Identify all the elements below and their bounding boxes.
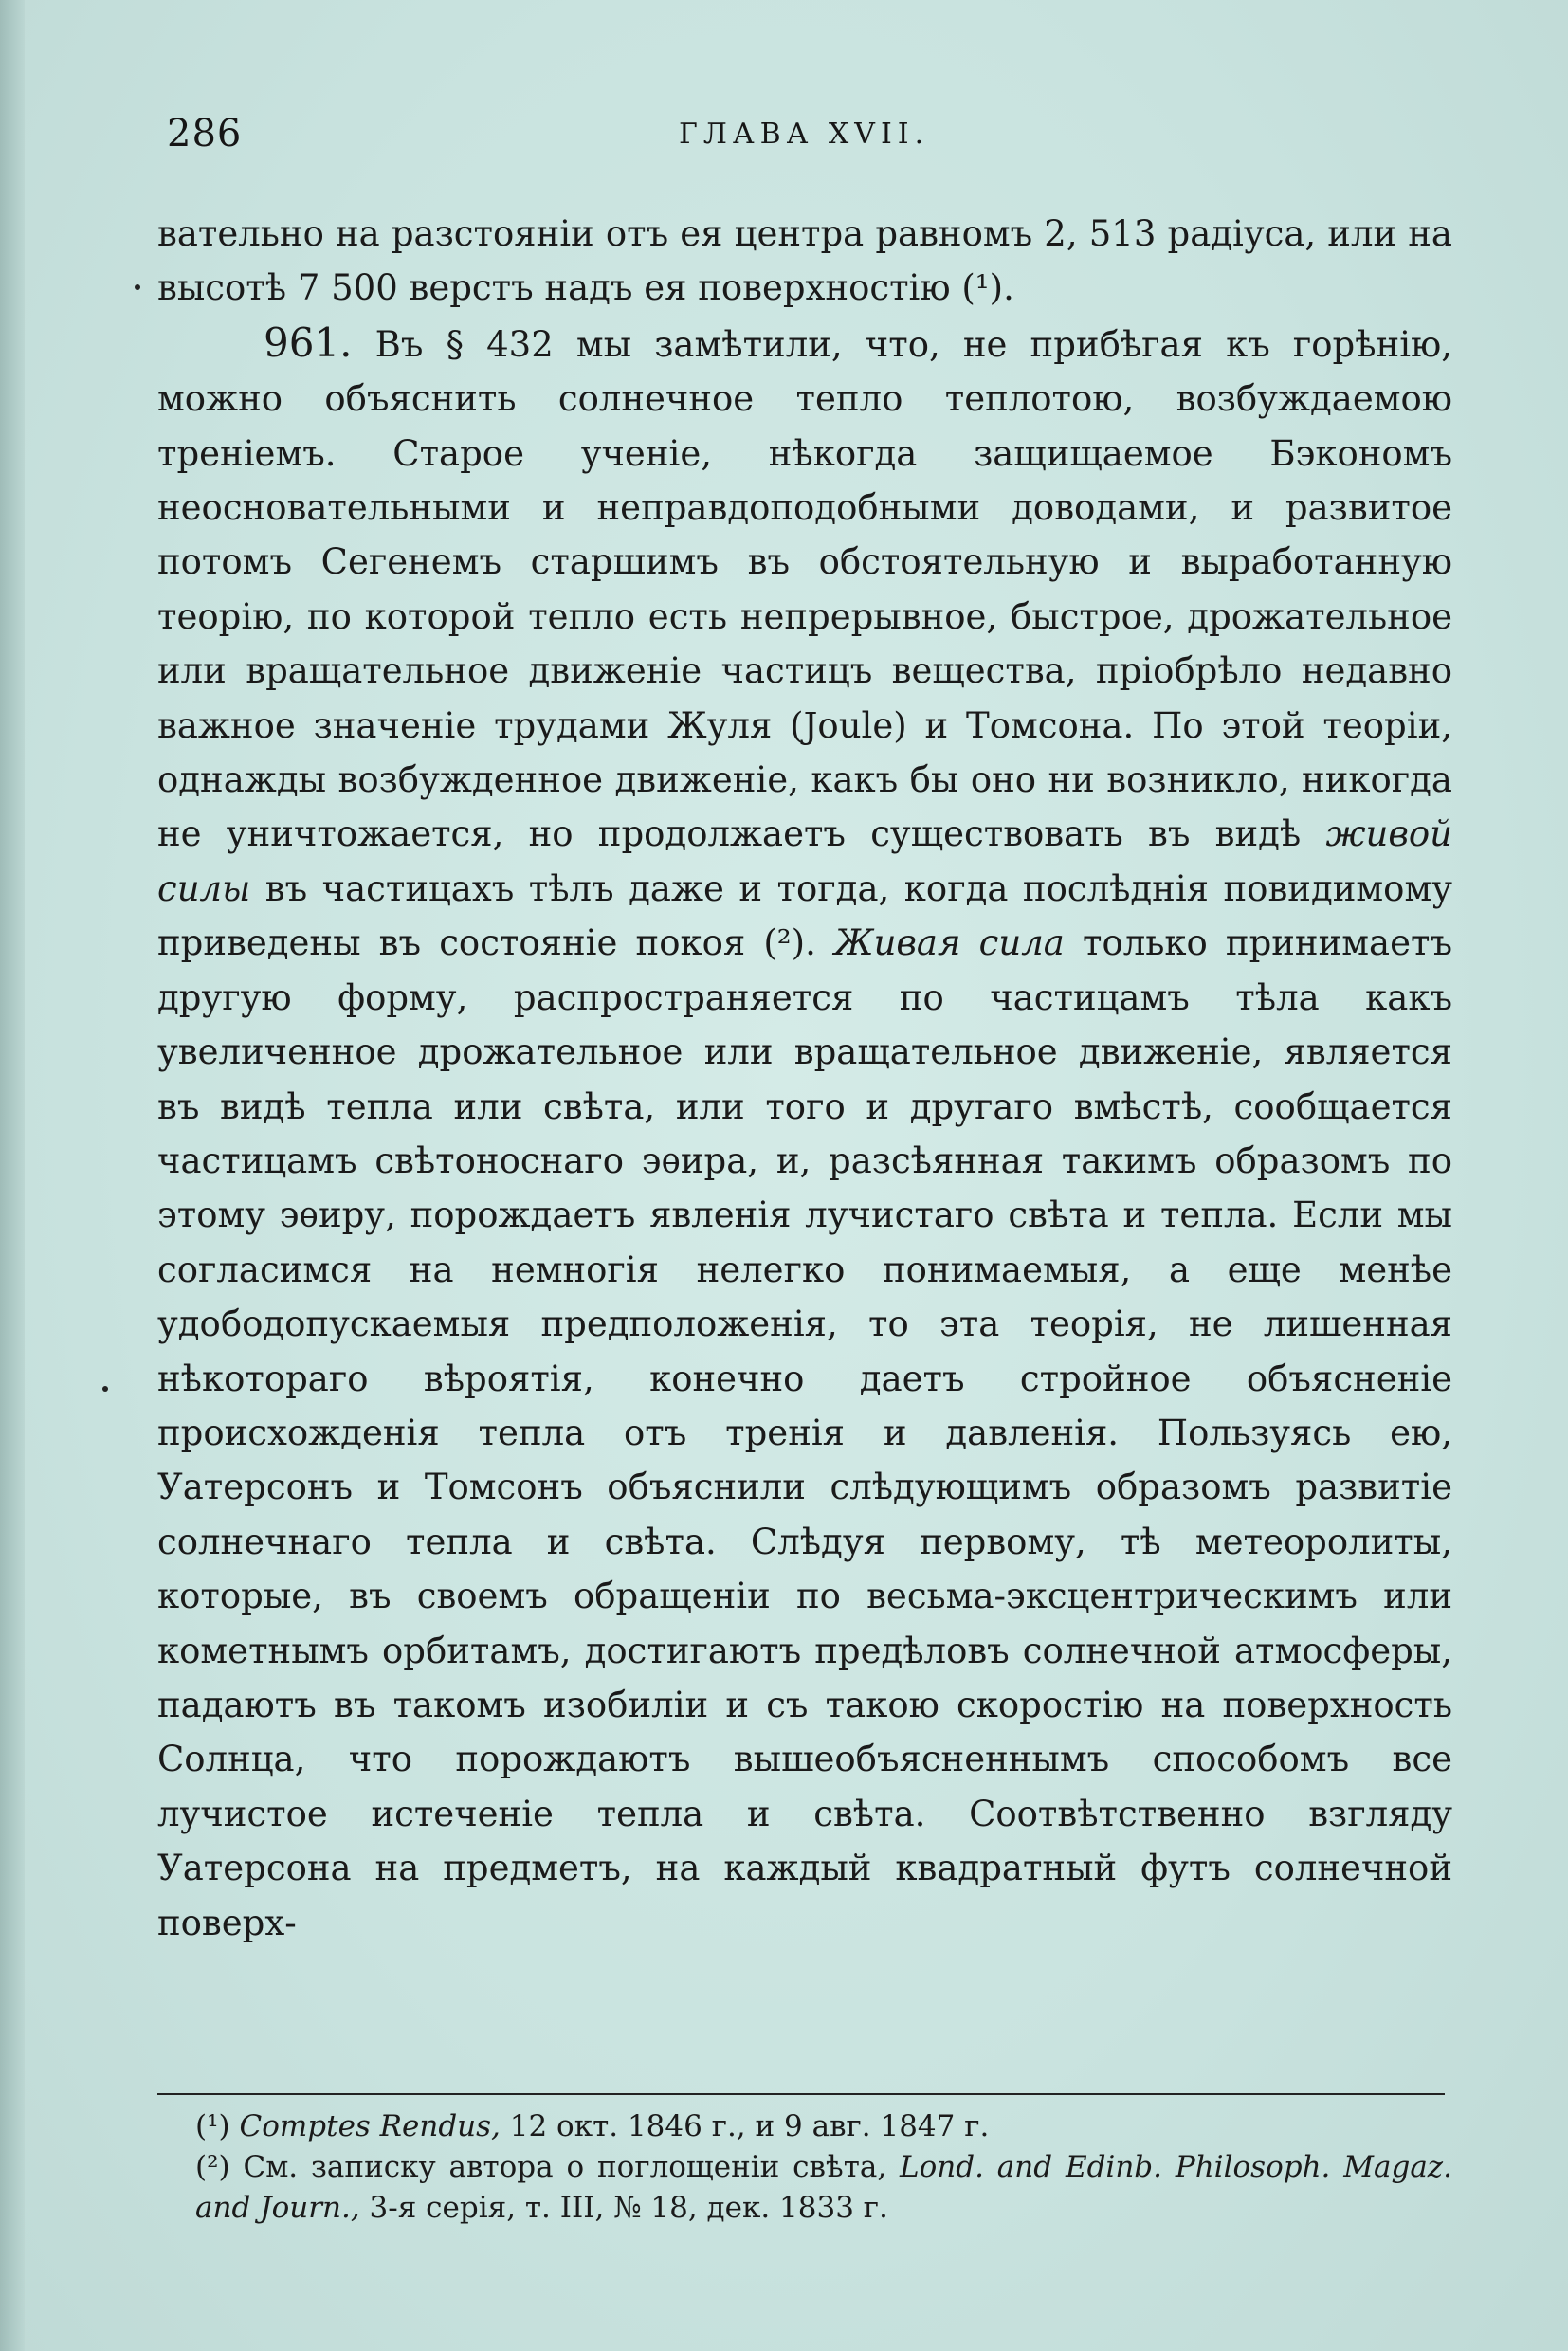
running-head	[167, 112, 1437, 169]
print-speck	[102, 1386, 108, 1392]
print-speck	[135, 284, 140, 290]
footnote-marker: (²)	[195, 2150, 230, 2184]
paragraph-continued: вательно на разстояніи отъ ея центра равномъ 2, 513 радіуса, или на высотѣ 7 500 верстъ надъ ея поверхностію (¹).	[157, 213, 1452, 309]
footnote-text: 3-я серія, т. III, № 18, дек. 1833 г.	[359, 2191, 888, 2225]
paragraph-text: Въ § 432 мы замѣтили, что, не прибѣгая къ горѣнію, можно объяснить солнечное тепло теплотою, возбуждаемою треніемъ. Старое ученіе, нѣкогда защищаемое Бэкономъ неосновательными и неправдоподобными доводами, и развитое потомъ Сегенемъ старшимъ въ обстоятельную и выработанную теорію, по которой тепло есть непрерывное, быстрое, дрожательное или вращательное движеніе частицъ вещества, пріобрѣло недавно важное значеніе трудами Жуля (Joule) и Томсона. По этой теоріи, однажды возбужденное движеніе, какъ бы оно ни возникло, никогда не уничтожается, но продолжаетъ существовать въ видѣ	[157, 323, 1452, 855]
footnote-marker: (¹)	[195, 2109, 230, 2143]
chapter-title: ГЛАВА XVII.	[679, 118, 930, 151]
emphasis-term: Живая сила	[834, 922, 1065, 964]
emphasis-term: живой силы	[157, 813, 1452, 909]
footnote-2	[157, 2147, 1452, 2229]
paragraph-961	[157, 316, 1452, 1950]
paragraph-number: 961.	[264, 319, 353, 366]
footnote-citation: Lond. and Edinb. Philosoph. Magaz. and Journ.,	[195, 2150, 1452, 2225]
footnote-text: См. записку автора о поглощеніи свѣта,	[229, 2150, 901, 2184]
page-number: 286	[167, 112, 243, 155]
footnote-text: 12 окт. 1846 г., и 9 авг. 1847 г.	[500, 2109, 990, 2143]
footnote-citation: Comptes Rendus,	[239, 2109, 501, 2143]
paragraph-text: только принимаетъ другую форму, распространяется по частицамъ тѣла какъ увеличенное дрожательное или вращательное движеніе, является въ видѣ тепла или свѣта, или того и другаго вмѣстѣ, сообщается частицамъ свѣтоноснаго эѳира, и, разсѣянная такимъ образомъ по этому эѳиру, порождаетъ явленія лучистаго свѣта и тепла. Если мы согласимся на немногія нелегко понимаемыя, а еще менѣе удободопускаемыя предположенія, то эта теорія, не лишенная нѣкотораго вѣроятія, конечно даетъ стройное объясненіе происхожденія тепла отъ тренія и давленія. Пользуясь ею, Уатерсонъ и Томсонъ объяснили слѣдующимъ образомъ развитіе солнечнаго тепла и свѣта. Слѣдуя первому, тѣ метеоролиты, которые, въ своемъ обращеніи по весьма-эксцентрическимъ или кометнымъ орбитамъ, достигаютъ предѣловъ солнечной атмосферы, падаютъ въ такомъ изобиліи и съ такою скоростію на поверхность Солнца, что порождаютъ вышеобъясненнымъ способомъ все лучистое истеченіе тепла и свѣта. Соотвѣтственно взгляду Уатерсона на предметъ, на каждый квадратный футъ солнечной поверх-	[157, 922, 1452, 1943]
footnote-rule	[157, 2093, 1445, 2095]
footnote-1	[157, 2106, 1452, 2147]
paragraph-text: въ частицахъ тѣлъ даже и тогда, когда послѣднія повидимому приведены въ состояніе покоя (²).	[157, 867, 1452, 964]
page-spine-shadow	[0, 0, 25, 2351]
body-text	[157, 207, 1452, 1950]
footnotes	[157, 2106, 1452, 2229]
